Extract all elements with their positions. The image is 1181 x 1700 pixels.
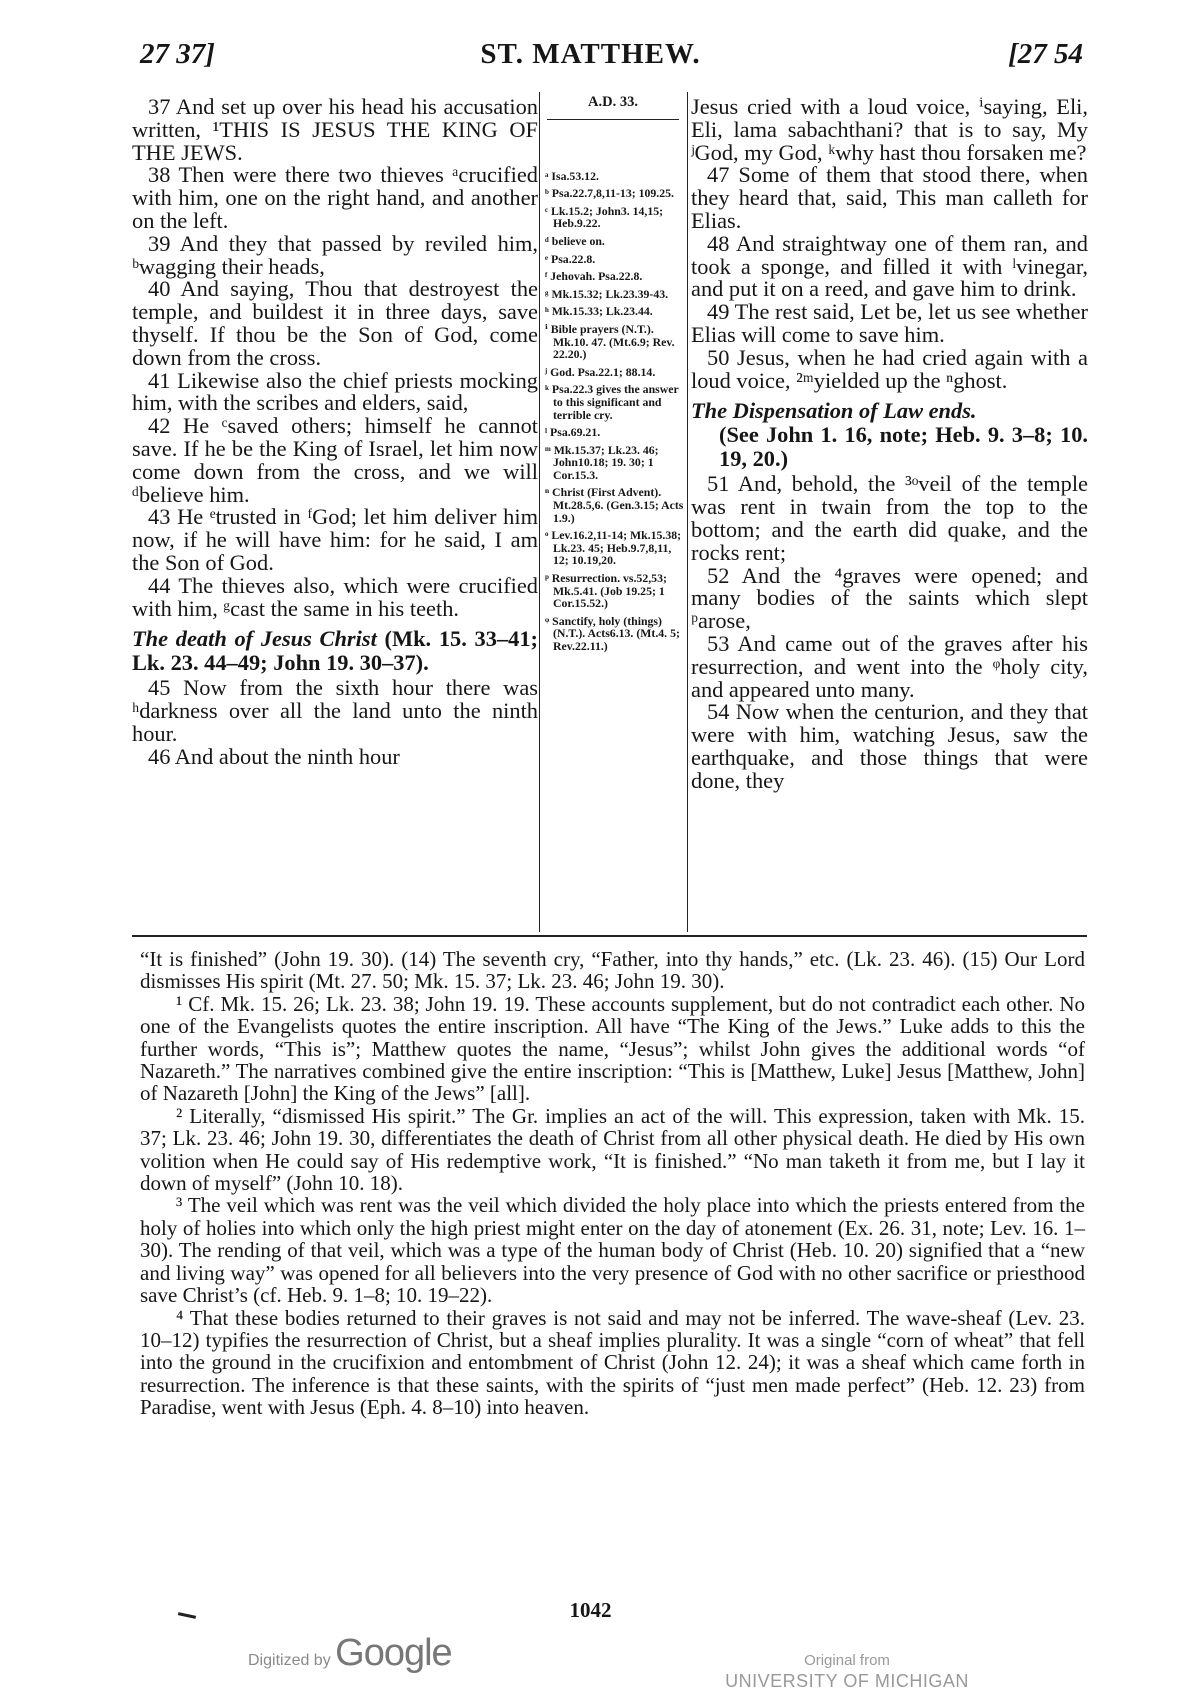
verse: 37 And set up over his head his accusation written, ¹THIS IS JESUS THE KING OF THE JEWS. — [132, 94, 538, 165]
date-divider — [547, 119, 679, 120]
footnote-divider — [132, 935, 1087, 937]
university-label: UNIVERSITY OF MICHIGAN — [725, 1671, 969, 1691]
verse: 42 He ᶜsaved others; himself he cannot save. If he be the King of Israel, let him now come down from the cross, and we will ᵈbelieve him. — [132, 413, 538, 507]
verse: 49 The rest said, Let be, let us see whether Elias will come to save him. — [691, 299, 1088, 347]
verse: 45 Now from the sixth hour there was ʰdarkness over all the land unto the ninth hour. — [132, 675, 538, 746]
section-heading-title: The death of Jesus Christ — [132, 626, 377, 652]
original-from-label: Original from — [804, 1652, 890, 1669]
cross-reference: ᵃ Isa.53.12. — [545, 168, 599, 183]
footnote: ¹ Cf. Mk. 15. 26; Lk. 23. 38; John 19. 19. These accounts supplement, but do not contradict each other. No one of the Evangelists quotes the entire inscription. All have “The King of the Jews.” Luke adds to this the further words, “This is”; Matthew quotes the name, “Jesus”; whilst John gives the additional words “of Nazareth.” The narratives combined give the entire inscription: “This is [Matthew, Luke] Jesus [Matthew, John] of Nazareth [John] the King of the Jews” [all]. — [140, 991, 1085, 1106]
cross-reference: ˡ Psa.69.21. — [545, 425, 601, 440]
left-text-column — [132, 96, 538, 769]
verse: 50 Jesus, when he had cried again with a loud voice, ²ᵐyielded up the ⁿghost. — [691, 344, 1088, 393]
cross-reference: ᵖ Resurrection. vs.52,53; Mk.5.41. (Job 19.25; 1 Cor.15.52.) — [545, 571, 667, 611]
cross-reference: ⁱ Bible prayers (N.T.). Mk.10. 47. (Mt.6.9; Rev. 22.20.) — [545, 321, 675, 362]
cross-reference: ʰ Mk.15.33; Lk.23.44. — [545, 304, 653, 319]
verse: 47 Some of them that stood there, when they heard that, said, This man calleth for Elias. — [691, 162, 1088, 233]
cross-reference: ᵒ Lev.16.2,11-14; Mk.15.38; Lk.23. 45; Heb.9.7,8,11, 12; 10.19,20. — [545, 528, 682, 568]
section-heading — [691, 399, 1088, 471]
right-text-column — [691, 96, 1088, 793]
column-divider-left — [539, 92, 540, 932]
verse: 51 And, behold, the ³ᵒveil of the temple was rent in twain from the top to the bottom; and the earth did quake, and the rocks rent; — [691, 471, 1088, 565]
footnote: ³ The veil which was rent was the veil which divided the holy place into which the priests entered from the holy of holies into which only the high priest might enter on the day of atonement (Ex. 26. 31, note; Lev. 16. 1–30). The rending of that veil, which was a type of the human body of Christ (Heb. 10. 20) signified that a “new and living way” was opened for all believers into the very presence of God with no other sacrifice or priesthood save Christ’s (cf. Heb. 9. 1–8; 10. 19–22). — [140, 1193, 1085, 1308]
section-heading-refs: (Mk. 15. 33–41; Lk. 23. 44–49; John 19. 30–37). — [132, 626, 538, 676]
verse: 52 And the ⁴graves were opened; and many bodies of the saints which slept ᵖarose, — [691, 562, 1088, 634]
verse: 46 And about the ninth hour — [148, 743, 400, 769]
cross-reference: ᵏ Psa.22.3 gives the answer to this significant and terrible cry. — [545, 382, 679, 422]
verse: Jesus cried with a loud voice, ⁱsaying, Eli, Eli, lama sabachthani? that is to say, My ʲGod, my God, ᵏwhy hast thou forsaken me? — [691, 94, 1088, 165]
footnote: “It is finished” (John 19. 30). (14) The seventh cry, “Father, into thy hands,” etc. (Lk. 23. 46). (15) Our Lord dismisses His spirit (Mt. 27. 50; Mk. 15. 37; Lk. 23. 46; John 19. 30). — [140, 947, 1085, 994]
verse: 38 Then were there two thieves ᵃcrucified with him, one on the right hand, and another on the left. — [132, 162, 538, 233]
cross-reference: ᶠ Jehovah. Psa.22.8. — [545, 269, 643, 284]
section-heading-refs: (See John 1. 16, note; Heb. 9. 3–8; 10. 19, 20.) — [719, 422, 1088, 472]
page-number: 1042 — [569, 1598, 612, 1622]
footnote: ⁴ That these bodies returned to their graves is not said and may not be inferred. The wave-sheaf (Lev. 23. 10–12) typifies the resurrection of Christ, but a sheaf implies plurality. It was a single “corn of wheat” that fell into the ground in the crucifixion and entombment of Christ (John 12. 24); it was a sheaf which came forth in resurrection. The inference is that these saints, with the spirits of “just men made perfect” (Heb. 12. 23) from Paradise, went with Jesus (Eph. 4. 8–10) into heaven. — [140, 1305, 1085, 1420]
date-label: A.D. 33. — [588, 94, 638, 110]
header-right-ref: [27 54 — [1008, 38, 1083, 70]
cross-reference: ʲ God. Psa.22.1; 88.14. — [545, 364, 656, 379]
digitized-by-watermark — [248, 1632, 452, 1675]
verse: 39 And they that passed by reviled him, ᵇwagging their heads, — [132, 230, 538, 279]
digitized-by-label: Digitized by — [248, 1652, 331, 1669]
footnote: ² Literally, “dismissed His spirit.” The Gr. implies an act of the will. This expression, taken with Mk. 15. 37; Lk. 23. 46; John 19. 30, differentiates the death of Christ from all other physical death. He died by His own volition when He could say of His redemptive work, “It is finished.” “No man taketh it from me, but I lay it down of myself” (John 10. 18). — [140, 1103, 1085, 1196]
section-heading-title: The Dispensation of Law ends. — [691, 398, 977, 424]
cross-reference: ᵠ Sanctify, holy (things) (N.T.). Acts6.13. (Mt.4. 5; Rev.22.11.) — [545, 613, 680, 653]
header-book-title: ST. MATTHEW. — [480, 38, 701, 70]
cross-reference: ᵈ believe on. — [545, 233, 605, 248]
verse: 53 And came out of the graves after his resurrection, and went into the ᵠholy city, and appeared unto many. — [691, 630, 1088, 702]
verse: 41 Likewise also the chief priests mocking him, with the scribes and elders, said, — [132, 367, 538, 416]
verse: 48 And straightway one of them ran, and took a sponge, and filled it with ˡvinegar, and put it on a reed, and gave him to drink. — [691, 230, 1088, 302]
verse: 54 Now when the centurion, and they that were with him, watching Jesus, saw the earthquake, and those things that were done, they — [691, 699, 1088, 793]
column-divider-right — [687, 92, 688, 932]
original-from-watermark — [712, 1650, 982, 1692]
cross-reference: ᵍ Mk.15.32; Lk.23.39-43. — [545, 286, 669, 301]
section-heading — [132, 627, 538, 675]
cross-reference: ᵉ Psa.22.8. — [545, 251, 596, 266]
verse: 44 The thieves also, which were crucified with him, ᵍcast the same in his teeth. — [132, 572, 538, 621]
cross-reference: ᵐ Mk.15.37; Lk.23. 46; John10.18; 19. 30; 1 Cor.15.3. — [545, 442, 659, 482]
cross-reference-column — [541, 96, 685, 658]
verse: 40 And saying, Thou that destroyest the temple, and buildest it in three days, save thyself. If thou be the Son of God, come down from the cross. — [132, 276, 538, 370]
cross-reference: ᵇ Psa.22.7,8,11-13; 109.25. — [545, 186, 674, 201]
google-logo: Google — [335, 1632, 452, 1674]
verse: 43 He ᵉtrusted in ᶠGod; let him deliver him now, if he will have him: for he said, I am the Son of God. — [132, 504, 538, 575]
cross-reference: ᶜ Lk.15.2; John3. 14,15; Heb.9.22. — [545, 203, 664, 231]
cross-reference: ⁿ Christ (First Advent). Mt.28.5,6. (Gen.3.15; Acts 1.9.) — [545, 485, 684, 525]
header-left-ref: 27 37] — [140, 38, 215, 70]
footnotes — [140, 948, 1085, 1419]
